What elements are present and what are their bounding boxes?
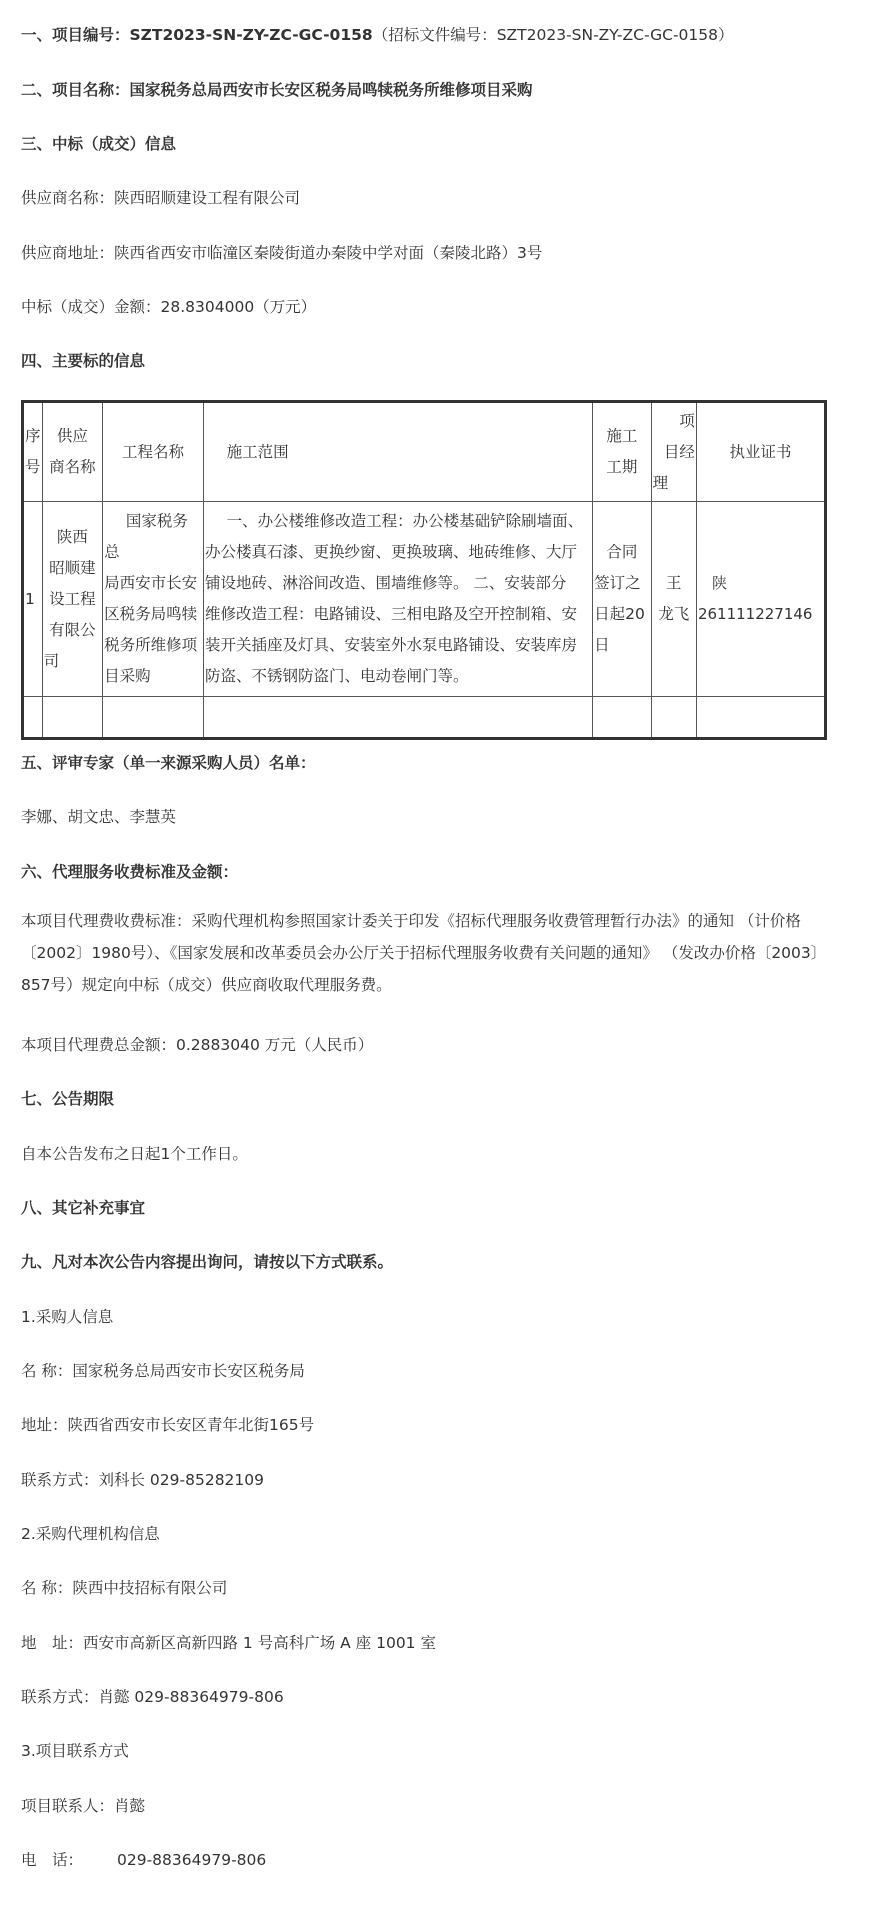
header-project-name: 工程名称 xyxy=(103,402,204,502)
project-number-label: 一、项目编号： xyxy=(21,26,130,44)
header-manager: 项 目经 理 xyxy=(651,402,696,502)
cell-certificate: 陕 261111227146 xyxy=(696,502,825,697)
supplier-name: 供应商名称：陕西昭顺建设工程有限公司 xyxy=(21,189,301,207)
agency-contact: 联系方式：肖懿 029-88364979-806 xyxy=(21,1688,284,1706)
phone-value: 029-88364979-806 xyxy=(117,1851,267,1869)
section-5-heading: 五、评审专家（单一来源采购人员）名单： xyxy=(21,754,316,772)
section-8-heading: 八、其它补充事宜 xyxy=(21,1199,146,1217)
notice-period: 自本公告发布之日起1个工作日。 xyxy=(21,1145,248,1163)
cell-no: 1 xyxy=(23,502,43,697)
project-contact-phone xyxy=(21,1849,266,1871)
buyer-info-title: 1.采购人信息 xyxy=(21,1308,114,1326)
section-4-heading: 四、主要标的信息 xyxy=(21,352,146,370)
agency-fee-standard: 本项目代理费收费标准：采购代理机构参照国家计委关于印发《招标代理服务收费管理暂行办法》的通知 （计价格〔2002〕1980号）、《国家发展和改革委员会办公厅关于招标代理服务收费有关问题的通知》 （发改办价格〔2003〕857号）规定向中标（成交）供应商收取代理服务费。 xyxy=(21,912,827,994)
phone-label: 电 话： xyxy=(21,1851,84,1869)
agency-name: 名 称：陕西中技招标有限公司 xyxy=(21,1579,228,1597)
agency-info-title: 2.采购代理机构信息 xyxy=(21,1525,160,1543)
buyer-name: 名 称：国家税务总局西安市长安区税务局 xyxy=(21,1362,305,1380)
header-certificate: 执业证书 xyxy=(696,402,825,502)
agency-fee-total: 本项目代理费总金额：0.2883040 万元（人民币） xyxy=(21,1036,374,1054)
section-6-heading: 六、代理服务收费标准及金额： xyxy=(21,863,239,881)
expert-names: 李娜、胡文忠、李慧英 xyxy=(21,808,177,826)
header-supplier: 供应 商名称 xyxy=(42,402,102,502)
header-scope: 施工范围 xyxy=(203,402,592,502)
cell-manager: 王 龙飞 xyxy=(651,502,696,697)
table-row-empty xyxy=(23,697,826,739)
bid-info-table xyxy=(21,400,827,740)
project-number-value: SZT2023-SN-ZY-ZC-GC-0158 xyxy=(129,26,373,44)
section-7-heading: 七、公告期限 xyxy=(21,1090,115,1108)
winning-amount: 中标（成交）金额：28.8304000（万元） xyxy=(21,298,317,316)
header-no: 序 号 xyxy=(23,402,43,502)
project-name-label: 二、项目名称： xyxy=(21,81,130,99)
project-number-line xyxy=(21,24,734,46)
cell-supplier: 陕西 昭顺建 设工程 有限公 司 xyxy=(42,502,102,697)
table-header-row xyxy=(23,402,826,502)
header-period: 施工 工期 xyxy=(593,402,651,502)
project-name-line xyxy=(21,79,533,101)
buyer-contact: 联系方式：刘科长 029-85282109 xyxy=(21,1471,264,1489)
project-name-value: 国家税务总局西安市长安区税务局鸣犊税务所维修项目采购 xyxy=(129,81,533,99)
cell-scope: 一、办公楼维修改造工程：办公楼基础铲除刷墙面、 办公楼真石漆、更换纱窗、更换玻璃、地砖维修、大厅 铺设地砖、淋浴间改造、围墙维修等。 二、安装部分 维修改造工程：电路铺设、三相电路及空开控制箱、安 装开关插座及灯具、安装室外水泵电路铺设、安装库房 防盗、不锈钢防盗门、电动卷闸门等。 xyxy=(203,502,592,697)
tender-doc-number: （招标文件编号：SZT2023-SN-ZY-ZC-GC-0158） xyxy=(372,26,734,44)
cell-project-name: 国家税务总 局西安市长安 区税务局鸣犊 税务所维修项 目采购 xyxy=(103,502,204,697)
section-3-heading: 三、中标（成交）信息 xyxy=(21,135,177,153)
section-9-heading: 九、凡对本次公告内容提出询问，请按以下方式联系。 xyxy=(21,1253,394,1271)
project-contact-person: 项目联系人：肖懿 xyxy=(21,1797,146,1815)
agency-address: 地 址：西安市高新区高新四路 1 号高科广场 A 座 1001 室 xyxy=(21,1634,436,1652)
table-row xyxy=(23,502,826,697)
supplier-address: 供应商地址：陕西省西安市临潼区秦陵街道办秦陵中学对面（秦陵北路）3号 xyxy=(21,244,543,262)
project-contact-title: 3.项目联系方式 xyxy=(21,1742,129,1760)
cell-period: 合同 签订之 日起20 日 xyxy=(593,502,651,697)
buyer-address: 地址：陕西省西安市长安区青年北街165号 xyxy=(21,1416,315,1434)
